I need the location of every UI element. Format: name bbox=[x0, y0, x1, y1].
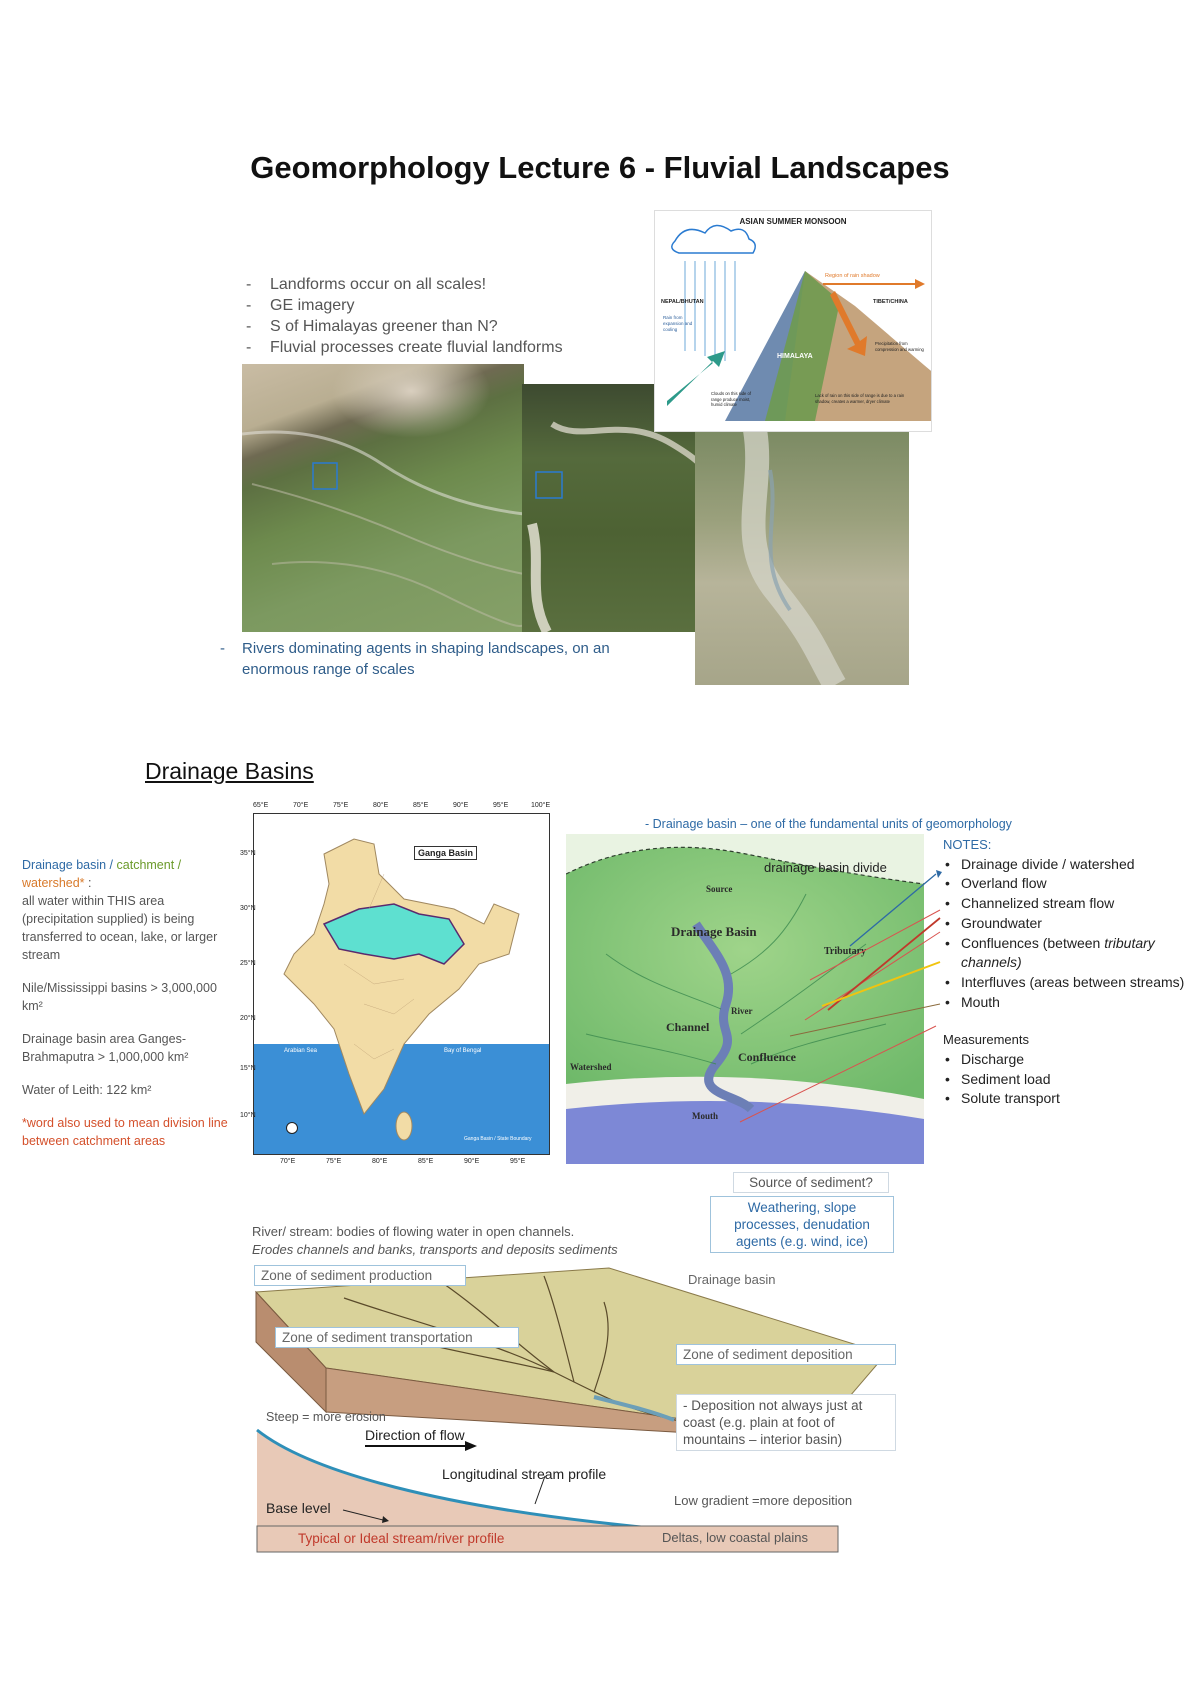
source-label: Source bbox=[706, 884, 733, 894]
list-item: • Drainage divide / watershed bbox=[943, 855, 1200, 875]
list-item: • Confluences (between tributary channels) bbox=[943, 934, 1200, 973]
drainage-side-notes: Drainage basin / catchment / watershed* : all water within THIS area (precipitation supplied) is being transferred to ocean, lake, or larger stream Nile/Mississippi basins > 3,000,000 km² Drainage basin area Ganges-Brahmaputra > 1,000,000 km² Water of Leith: 122 km² *word also used to mean division line between catchment areas bbox=[22, 856, 232, 1165]
list-item: • Channelized stream flow bbox=[943, 894, 1200, 914]
tributary-label: Tributary bbox=[824, 946, 867, 957]
section-heading-drainage-basins: Drainage Basins bbox=[145, 758, 314, 784]
monsoon-right-low-text: Lack of rain on this side of range is due to a rain shadow, creates a warmer, dryer climate bbox=[815, 393, 905, 404]
bullet-item: - GE imagery bbox=[246, 295, 563, 316]
drainage-caption: - Drainage basin – one of the fundamental units of geomorphology bbox=[645, 817, 1012, 831]
bullet-item: - Fluvial processes create fluvial landforms bbox=[246, 337, 563, 358]
india-map-left-ticks: 35°N 30°N 25°N 20°N 15°N 10°N bbox=[240, 850, 256, 1119]
list-item: • Solute transport bbox=[943, 1089, 1200, 1109]
leith-note: Water of Leith: 122 km² bbox=[22, 1083, 152, 1097]
north-arrow-icon bbox=[286, 1122, 298, 1134]
confluence-label: Confluence bbox=[738, 1050, 796, 1064]
ganga-basin-legend: Ganga Basin bbox=[414, 846, 477, 860]
low-gradient-label: Low gradient =more deposition bbox=[674, 1493, 853, 1508]
notes-panel bbox=[943, 835, 1200, 1109]
measurements-heading: Measurements bbox=[943, 1032, 1029, 1048]
deltas-label: Deltas, low coastal plains bbox=[662, 1530, 808, 1545]
bay-of-bengal-label: Bay of Bengal bbox=[444, 1048, 482, 1054]
steep-label: Steep = more erosion bbox=[266, 1410, 386, 1424]
map-legend-box: Ganga Basin / State Boundary bbox=[464, 1136, 532, 1142]
monsoon-peak-label: HIMALAYA bbox=[777, 353, 813, 360]
divide-label: drainage basin divide bbox=[764, 860, 887, 875]
list-item: • Groundwater bbox=[943, 914, 1200, 934]
rivers-bullet: - Rivers dominating agents in shaping landscapes, on an enormous range of scales bbox=[220, 640, 610, 678]
river-channel-label-1: River bbox=[731, 1006, 753, 1016]
monsoon-diagram bbox=[654, 210, 932, 432]
footnote: *word also used to mean division line between catchment areas bbox=[22, 1116, 228, 1148]
typical-profile-label: Typical or Ideal stream/river profile bbox=[298, 1531, 505, 1546]
arabian-sea-label: Arabian Sea bbox=[284, 1048, 318, 1054]
notes-list bbox=[943, 855, 1200, 1013]
long-profile-label: Longitudinal stream profile bbox=[442, 1466, 607, 1482]
list-item: • Sediment load bbox=[943, 1070, 1200, 1090]
india-map-bottom-ticks: 70°E 75°E 80°E 85°E 90°E 95°E bbox=[280, 1158, 526, 1165]
zone-deposition: Zone of sediment deposition bbox=[676, 1344, 896, 1365]
nile-note: Nile/Mississippi basins > 3,000,000 km² bbox=[22, 981, 217, 1013]
zone-production: Zone of sediment production bbox=[254, 1265, 466, 1286]
monsoon-rain-shadow: Region of rain shadow bbox=[825, 273, 880, 279]
ganges-note: Drainage basin area Ganges-Brahmaputra > 1,000,000 km² bbox=[22, 1032, 189, 1064]
page-title: Geomorphology Lecture 6 - Fluvial Landscapes bbox=[250, 150, 950, 185]
india-map bbox=[253, 813, 550, 1155]
mouth-label: Mouth bbox=[692, 1111, 719, 1121]
bullet-item: - S of Himalayas greener than N? bbox=[246, 316, 563, 337]
source-question: Source of sediment? bbox=[733, 1172, 889, 1193]
drainage-basin-label: Drainage basin bbox=[688, 1272, 776, 1287]
river-definition-italic: Erodes channels and banks, transports and deposits sediments bbox=[252, 1242, 618, 1257]
monsoon-left-low-text: Clouds on this side of range produce moist, humid climate bbox=[711, 391, 752, 407]
list-item: • Discharge bbox=[943, 1050, 1200, 1070]
satellite-image-riverbed bbox=[695, 430, 909, 685]
bullet-item: - Landforms occur on all scales! bbox=[246, 274, 563, 295]
list-item: • Interfluves (areas between streams) bbox=[943, 973, 1200, 993]
list-item: • Mouth bbox=[943, 993, 1200, 1013]
monsoon-left-label: NEPAL/BHUTAN bbox=[661, 299, 704, 305]
monsoon-right-label: TIBET/CHINA bbox=[873, 299, 908, 305]
satellite-rivers bbox=[242, 364, 524, 632]
zone-transport: Zone of sediment transportation bbox=[275, 1327, 519, 1348]
intro-bullet-list bbox=[246, 274, 563, 358]
base-level-label: Base level bbox=[266, 1500, 331, 1516]
river-channel-label-2: Channel bbox=[666, 1020, 710, 1034]
notes-heading: NOTES: bbox=[943, 837, 992, 852]
weathering-box: Weathering, slope processes, denudation agents (e.g. wind, ice) bbox=[710, 1196, 894, 1253]
annotation-arrows bbox=[560, 830, 980, 1150]
direction-label: Direction of flow bbox=[365, 1427, 465, 1443]
monsoon-rain-text: Rain from expansion and cooling bbox=[663, 315, 693, 332]
river-definition: River/ stream: bodies of flowing water in open channels. bbox=[252, 1224, 575, 1239]
list-item: • Overland flow bbox=[943, 874, 1200, 894]
monsoon-title: ASIAN SUMMER MONSOON bbox=[739, 217, 847, 226]
satellite-image-regional bbox=[242, 364, 524, 632]
basin-label: Drainage Basin bbox=[671, 924, 757, 939]
monsoon-right-mid-text: Precipitation from compression and warming bbox=[875, 341, 924, 352]
watershed-label: Watershed bbox=[570, 1062, 612, 1072]
india-map-ticks: 65°E 70°E 75°E 80°E 85°E 90°E 95°E 100°E bbox=[253, 802, 551, 809]
deposition-note: - Deposition not always just at coast (e.g. plain at foot of mountains – interior basin) bbox=[676, 1394, 896, 1451]
measurements-list bbox=[943, 1050, 1200, 1109]
